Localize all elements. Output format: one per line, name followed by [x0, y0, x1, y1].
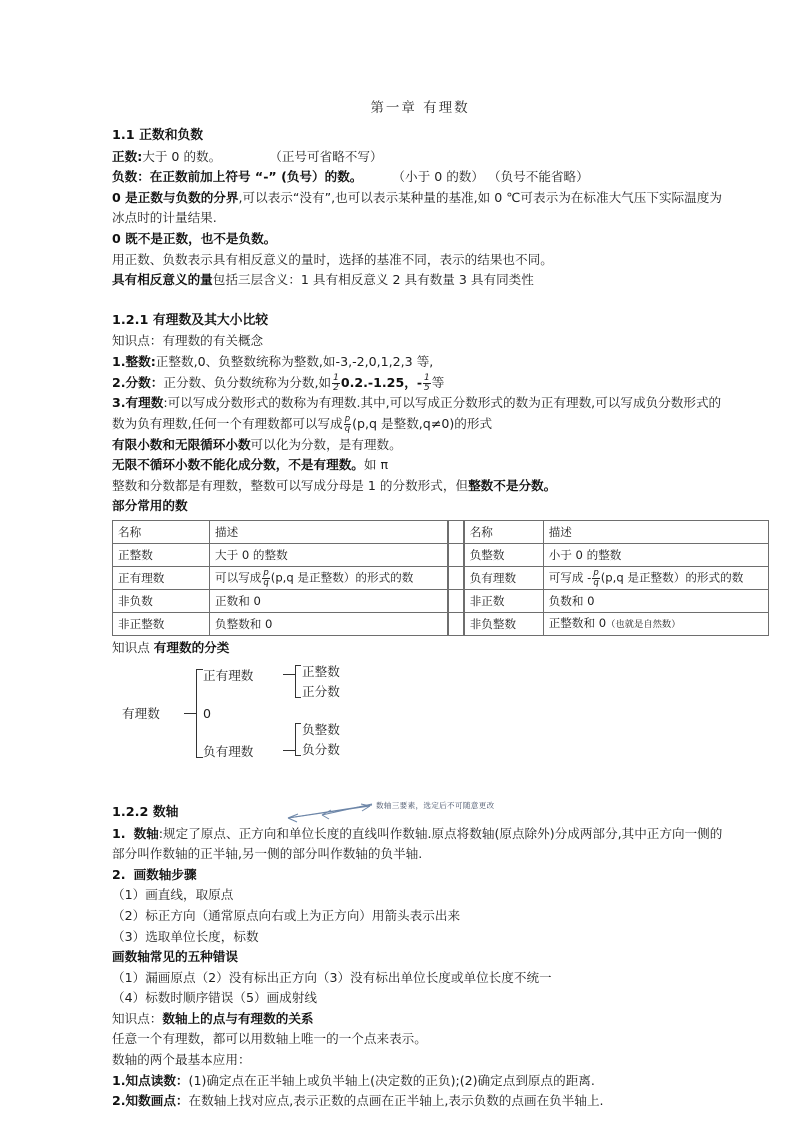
diagram-leaf-negative-fraction: 负分数 — [302, 741, 340, 757]
diagram-branch-negative-rational: 负有理数 — [203, 743, 254, 759]
table-header-row — [113, 521, 448, 544]
rational-number-classification-diagram — [112, 661, 728, 769]
annotation-arrow-3-line — [288, 806, 370, 818]
definition-rational-number-text-a: :可以写成分数形式的数称为有理数.其中,可以写成正分数形式的数为正有理数,可以写成负分数形式的数为负有理数,任何一个有理数都可以写成 — [112, 395, 722, 432]
heading-draw-number-line-steps — [112, 865, 728, 886]
term-integer: 1.整数: — [112, 353, 156, 369]
diagram-leaf-positive-integer: 正整数 — [302, 663, 340, 679]
fraction-examples-suffix: 等 — [431, 374, 445, 390]
application-2-title: 2.知数画点： — [112, 1093, 189, 1109]
cell-description: 可以写成 $\frac{p}{q}$ (p,q 是正整数）的形式的数 — [210, 567, 448, 590]
application-2-text: 在数轴上找对应点,表示正数的点画在正半轴上,表示负数的点画在负半轴上. — [188, 1093, 604, 1109]
diagram-negative-bracket-spine — [295, 723, 296, 755]
diagram-root-connector — [184, 713, 196, 714]
statement-integer-not-fraction: 整数不是分数。 — [468, 477, 557, 493]
fraction-one-half: $\frac{1}{2}$ — [333, 373, 339, 394]
error-item: （1）漏画原点（2）没有标出正方向（3）没有标出单位长度或单位长度不统一 — [112, 969, 552, 985]
divider-cell — [449, 567, 464, 590]
step-item: （3）选取单位长度，标数 — [112, 928, 259, 944]
term-negative-number: 负数： — [112, 169, 150, 185]
statement-opposite-meaning-three-text: 包括三层含义：1 具有相反意义 2 具有数量 3 具有同类性 — [212, 272, 534, 288]
statement-nonrepeating-decimal-example: 如 π — [363, 457, 389, 473]
cell-description: 小于 0 的整数 — [543, 544, 768, 567]
cell-description: 负数和 0 — [543, 590, 768, 613]
document-body — [112, 96, 744, 1112]
knowledge-point-title: 数轴上的点与有理数的关系 — [162, 1010, 314, 1026]
page-title: 第一章 有理数 — [370, 100, 470, 116]
cell-name: 非正数 — [464, 590, 543, 613]
table-header-description: 描述 — [210, 521, 448, 544]
table-row — [113, 544, 448, 567]
statement-finite-repeating-decimal — [112, 435, 728, 456]
application-plot-point-from-number — [112, 1091, 728, 1112]
handwritten-annotation-number-line: 数轴三要素，选定后不可随意更改 — [376, 800, 495, 810]
statement-opposite-meaning-three — [112, 270, 728, 291]
knowledge-point-points-and-rationals — [112, 1009, 728, 1030]
statement-zero-neither — [112, 229, 728, 250]
fraction-minus-sign: - — [416, 374, 423, 390]
definition-rational-number — [112, 393, 728, 434]
application-1-text: (1)确定点在正半轴上或负半轴上(决定数的正负);(2)确定点到原点的距离. — [188, 1072, 595, 1088]
fraction-p-over-q: $\frac{p}{q}$ — [344, 414, 351, 435]
section-heading-1-1: 1.1 正数和负数 — [112, 128, 204, 143]
table-row — [464, 544, 768, 567]
statement-unique-point: 任意一个有理数，都可以用数轴上唯一的一个点来表示。 — [112, 1031, 427, 1047]
diagram-main-bracket-spine — [196, 669, 197, 757]
statement-integer-vs-fraction — [112, 476, 728, 497]
diagram-leaf-positive-fraction: 正分数 — [302, 683, 340, 699]
application-read-number-from-point — [112, 1071, 728, 1092]
statement-nonrepeating-decimal — [112, 455, 728, 476]
term-fraction: 2.分数： — [112, 374, 164, 390]
cell-name: 非正整数 — [113, 613, 210, 636]
fraction-p-over-q: $\frac{p}{q}$ — [593, 568, 599, 588]
statement-zero-neither-text: 0 既不是正数，也不是负数。 — [112, 230, 277, 246]
statement-finite-repeating-decimal-text: 可以化为分数，是有理数。 — [250, 436, 402, 452]
table-header-row — [464, 521, 768, 544]
table-row — [464, 613, 768, 636]
item-number-2: 2. — [112, 866, 126, 882]
table-row — [464, 567, 768, 590]
definition-integer — [112, 352, 728, 373]
common-numbers-table — [112, 520, 744, 636]
common-numbers-table-left — [112, 520, 448, 636]
table-caption-common-numbers: 部分常用的数 — [112, 498, 188, 514]
term-zero-boundary: 0 是正数与负数的分界 — [112, 189, 239, 205]
cell-name: 负整数 — [464, 544, 543, 567]
diagram-positive-bracket-top — [295, 665, 301, 666]
table-row — [113, 590, 448, 613]
table-row — [113, 613, 448, 636]
statement-two-applications: 数轴的两个最基本应用： — [112, 1052, 251, 1068]
fraction-decimal-examples: 0.2.-1.25， — [340, 374, 417, 390]
diagram-main-bracket-top — [196, 669, 203, 670]
divider-cell — [449, 613, 464, 636]
note-negative-sign-required: （小于 0 的数） （负号不能省略） — [392, 169, 589, 185]
diagram-branch-positive-rational: 正有理数 — [203, 667, 254, 683]
cell-description: 大于 0 的整数 — [210, 544, 448, 567]
term-rational-number: 3.有理数 — [112, 395, 164, 411]
definition-negative-number — [112, 167, 728, 188]
knowledge-point-classification — [112, 638, 728, 659]
cell-name: 非负整数 — [464, 613, 543, 636]
definition-positive-number-text: 大于 0 的数。 — [142, 148, 222, 164]
table-header-name: 名称 — [464, 521, 543, 544]
note-positive-sign-omitted: （正号可省略不写） — [269, 148, 383, 164]
heading-draw-steps-title: 画数轴步骤 — [133, 866, 197, 882]
definition-integer-text: 正整数,0、负整数统称为整数,如-3,-2,0,1,2,3 等, — [155, 353, 434, 369]
step-item: （2）标正方向（通常原点向右或上为正方向）用箭头表示出来 — [112, 907, 461, 923]
definition-fraction-text-a: 正分数、负分数统称为分数,如 — [163, 374, 332, 390]
term-number-line: 数轴 — [133, 825, 159, 841]
knowledge-point-prefix: 知识点 — [112, 640, 150, 656]
cell-description: 正整数和 0（也就是自然数） — [543, 613, 768, 636]
definition-positive-number — [112, 147, 728, 168]
annotation-arrows — [252, 799, 382, 827]
knowledge-point-title: 有理数的分类 — [153, 640, 230, 656]
table-header-name: 名称 — [113, 521, 210, 544]
section-heading-1-2-2: 1.2.2 数轴 — [112, 804, 179, 820]
term-opposite-meaning-quantity: 具有相反意义的量 — [112, 272, 213, 288]
term-finite-repeating-decimal: 有限小数和无限循环小数 — [112, 436, 251, 452]
fraction-one-fifth: $\frac{1}{5}$ — [424, 373, 430, 394]
table-divider-column — [448, 520, 464, 636]
diagram-negative-bracket-bottom — [295, 755, 301, 756]
table-row — [113, 567, 448, 590]
knowledge-point-label-concepts: 知识点：有理数的有关概念 — [112, 333, 264, 349]
statement-opposite-meaning-baseline — [112, 250, 728, 271]
statement-integer-vs-fraction-text: 整数和分数都是有理数，整数可以写成分母是 1 的分数形式，但 — [112, 477, 469, 493]
diagram-positive-connector — [283, 674, 295, 675]
definition-number-line-text: :规定了原点、正方向和单位长度的直线叫作数轴.原点将数轴(原点除外)分成两部分,其中正方向一侧的部分叫作数轴的正半轴,另一侧的部分叫作数轴的负半轴. — [112, 825, 723, 862]
diagram-main-bracket-bottom — [196, 757, 203, 758]
diagram-positive-bracket-spine — [295, 665, 296, 697]
term-nonrepeating-decimal: 无限不循环小数不能化成分数，不是有理数。 — [112, 457, 364, 473]
statement-opposite-meaning-baseline-text: 用正数、负数表示具有相反意义的量时，选择的基准不同，表示的结果也不同。 — [112, 251, 553, 267]
diagram-negative-bracket-top — [295, 723, 301, 724]
diagram-branch-zero: 0 — [203, 705, 212, 721]
definition-fraction — [112, 373, 728, 394]
table-header-description: 描述 — [543, 521, 768, 544]
fraction-p-over-q: $\frac{p}{q}$ — [263, 568, 269, 588]
definition-number-line — [112, 824, 728, 865]
cell-name: 非负数 — [113, 590, 210, 613]
cell-description: 正数和 0 — [210, 590, 448, 613]
table-row — [464, 590, 768, 613]
cell-description: 负整数和 0 — [210, 613, 448, 636]
definition-negative-number-text: 在正数前加上符号 “-” (负号）的数。 — [149, 169, 363, 185]
definition-zero-boundary-text: ,可以表示“没有”,也可以表示某种量的基准,如 0 ℃可表示为在标准大气压下实际温度为冰点时的计量结果. — [112, 189, 722, 226]
diagram-negative-connector — [283, 750, 295, 751]
section-1-2-2-wrapper — [112, 800, 728, 1112]
divider-cell — [449, 521, 464, 544]
item-number-1: 1. — [112, 825, 126, 841]
common-numbers-table-right — [464, 520, 769, 636]
diagram-leaf-negative-integer: 负整数 — [302, 721, 340, 737]
definition-zero-boundary — [112, 188, 728, 229]
diagram-positive-bracket-bottom — [295, 697, 301, 698]
cell-description: 可写成 - $\frac{p}{q}$ (p,q 是正整数）的形式的数 — [543, 567, 768, 590]
diagram-root-label: 有理数 — [122, 705, 160, 721]
cell-name: 正有理数 — [113, 567, 210, 590]
cell-name: 正整数 — [113, 544, 210, 567]
heading-common-errors: 画数轴常见的五种错误 — [112, 949, 238, 965]
divider-cell — [449, 590, 464, 613]
term-positive-number: 正数: — [112, 148, 143, 164]
error-item: （4）标数时顺序错误（5）画成射线 — [112, 990, 317, 1006]
application-1-title: 1.知点读数： — [112, 1072, 189, 1088]
definition-rational-number-text-b: (p,q 是整数,q≠0)的形式 — [352, 416, 493, 432]
knowledge-point-prefix: 知识点： — [112, 1010, 163, 1026]
step-item: （1）画直线，取原点 — [112, 887, 234, 903]
cell-description-note: （也就是自然数） — [606, 619, 681, 631]
cell-name: 负有理数 — [464, 567, 543, 590]
divider-cell — [449, 544, 464, 567]
section-heading-1-2-1: 1.2.1 有理数及其大小比较 — [112, 312, 269, 328]
